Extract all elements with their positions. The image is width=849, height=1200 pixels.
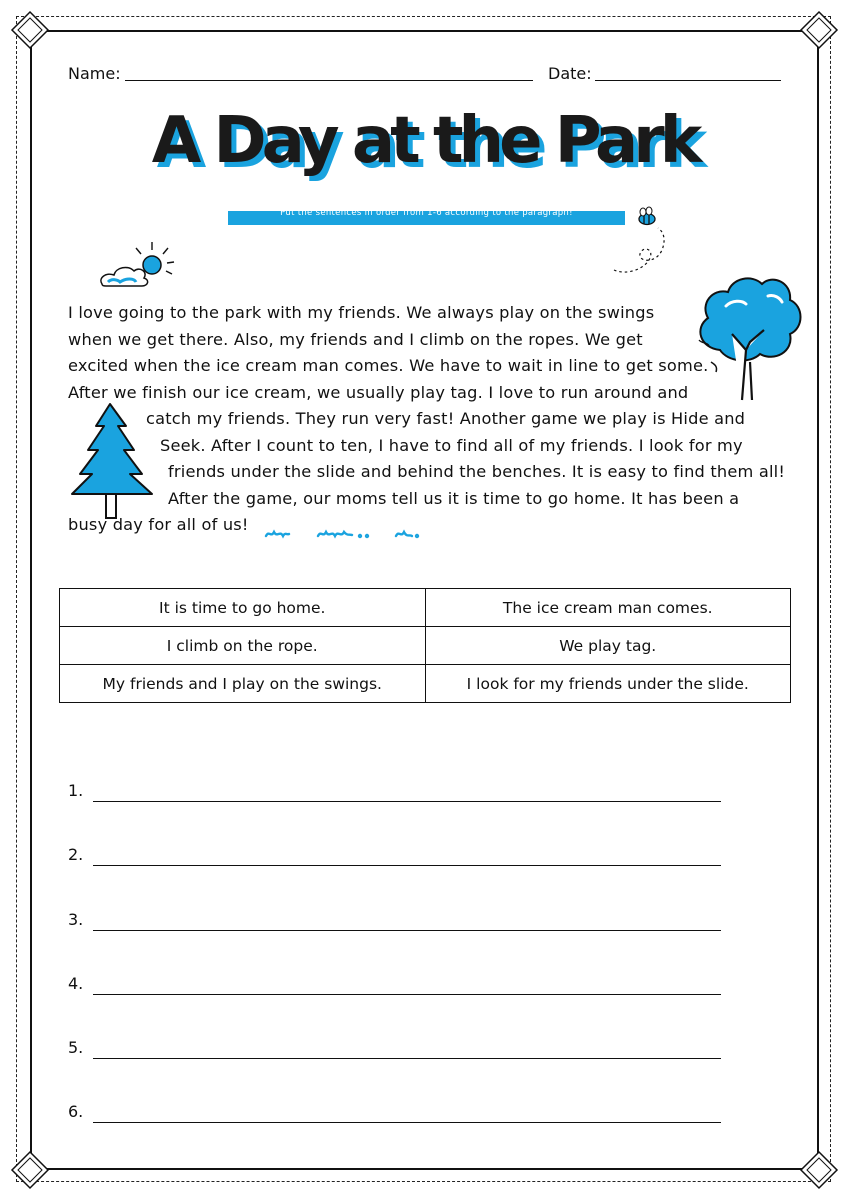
answer-row	[68, 910, 728, 940]
table-cell: It is time to go home.	[60, 589, 426, 627]
paragraph-line: Seek. After I count to ten, I have to find all of my friends. I look for my	[160, 435, 743, 455]
answer-line[interactable]	[93, 930, 721, 931]
name-field[interactable]	[125, 80, 533, 81]
answer-line[interactable]	[93, 1058, 721, 1059]
title-container	[0, 104, 849, 178]
sun-cloud-icon	[96, 238, 184, 290]
answer-row	[68, 781, 728, 811]
sentences-table	[59, 588, 791, 703]
answer-number: 6.	[68, 1102, 84, 1121]
table-cell: My friends and I play on the swings.	[60, 665, 426, 703]
paragraph-line: After we finish our ice cream, we usually play tag. I love to run around and	[68, 382, 689, 402]
table-row	[60, 665, 791, 703]
table-row	[60, 627, 791, 665]
name-label: Name:	[68, 64, 121, 83]
page-title: A Day at the Park	[151, 104, 698, 178]
answer-line[interactable]	[93, 865, 721, 866]
answer-row	[68, 974, 728, 1004]
answer-number: 3.	[68, 910, 84, 929]
answer-line[interactable]	[93, 994, 721, 995]
table-cell: I look for my friends under the slide.	[425, 665, 791, 703]
paragraph-line: excited when the ice cream man comes. We have to wait in line to get some.	[68, 356, 709, 375]
paragraph-line: I love going to the park with my friends. We always play on the swings	[68, 303, 655, 322]
paragraph-line: busy day for all of us!	[68, 515, 249, 534]
bee-icon	[606, 206, 676, 278]
date-label: Date:	[548, 64, 592, 83]
table-row	[60, 589, 791, 627]
table-cell: The ice cream man comes.	[425, 589, 791, 627]
answer-row	[68, 1038, 728, 1068]
grass-icon	[264, 526, 420, 542]
answer-number: 1.	[68, 781, 84, 800]
corner-diamond-icon	[799, 1150, 839, 1190]
answer-line[interactable]	[93, 1122, 721, 1123]
instructions-text: Put the sentences in order from 1-6 according to the paragraph!	[280, 208, 573, 218]
paragraph-line: when we get there. Also, my friends and I climb on the ropes. We get	[68, 329, 643, 349]
paragraph-line: friends under the slide and behind the benches. It is easy to find them all!	[168, 462, 786, 481]
story-paragraph	[68, 300, 788, 539]
corner-diamond-icon	[10, 10, 50, 50]
answer-number: 2.	[68, 845, 84, 864]
paragraph-line: catch my friends. They run very fast! Another game we play is Hide and	[146, 409, 746, 428]
corner-diamond-icon	[799, 10, 839, 50]
answer-line[interactable]	[93, 801, 721, 802]
table-cell: I climb on the rope.	[60, 627, 426, 665]
answer-number: 4.	[68, 974, 84, 993]
answer-number: 5.	[68, 1038, 84, 1057]
answer-row	[68, 1102, 728, 1132]
answer-row	[68, 845, 728, 875]
paragraph-line: After the game, our moms tell us it is time to go home. It has been a	[168, 488, 740, 508]
corner-diamond-icon	[10, 1150, 50, 1190]
table-cell: We play tag.	[425, 627, 791, 665]
date-field[interactable]	[595, 80, 781, 81]
